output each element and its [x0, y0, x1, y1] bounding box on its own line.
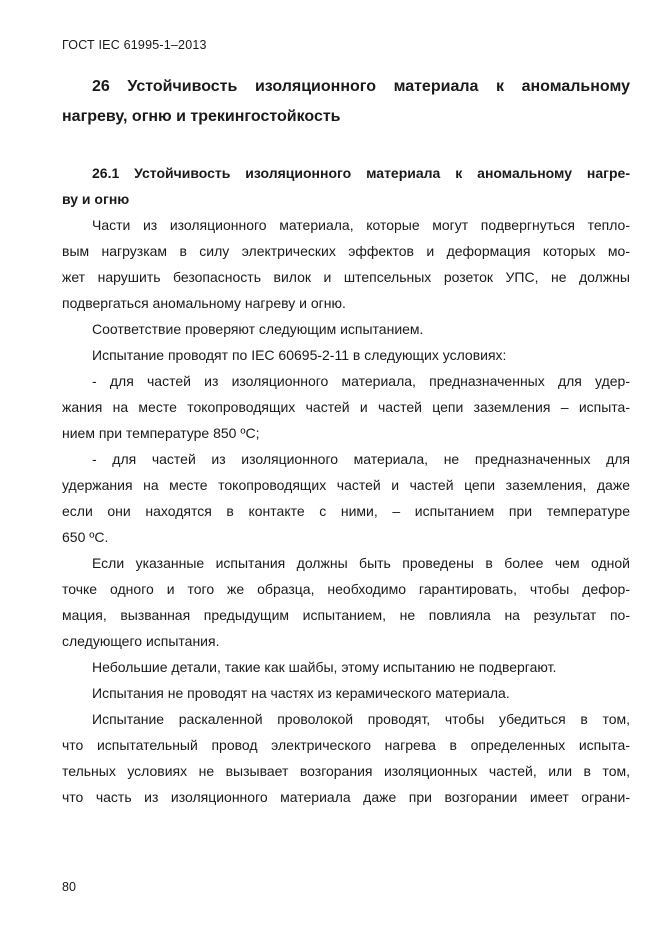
- section-title-line-2: нагреву, огню и трекингостойкость: [62, 108, 341, 125]
- page-number: 80: [62, 880, 76, 894]
- subsection-title: [62, 160, 630, 212]
- paragraph-line: что часть из изоляционного материала даже при возгорании имеет ограни-: [62, 789, 630, 805]
- paragraph-line: точке одного и того же образца, необходимо гарантировать, чтобы дефор-: [62, 581, 630, 597]
- paragraph-line: Испытание раскаленной проволокой проводят, чтобы убедиться в том,: [92, 711, 630, 727]
- paragraph-line: Испытания не проводят на частях из керамического материала.: [92, 685, 510, 701]
- paragraph-line: Испытание проводят по IEC 60695-2-11 в следующих условиях:: [92, 347, 507, 363]
- paragraph-line: - для частей из изоляционного материала, предназначенных для удер-: [92, 373, 630, 389]
- paragraph-line: вым нагрузкам в силу электрических эффектов и деформация которых мо-: [62, 243, 630, 259]
- paragraph-line: мация, вызванная предыдущим испытанием, не повлияла на результат по-: [62, 607, 630, 623]
- paragraph-line: удержания на месте токопроводящих частей и частей цепи заземления, даже: [62, 477, 630, 493]
- paragraph-line: Если указанные испытания должны быть проведены в более чем одной: [92, 555, 630, 571]
- subsection-title-line-1: 26.1 Устойчивость изоляционного материала к аномальному нагре-: [92, 165, 630, 181]
- section-title: [62, 72, 630, 132]
- body-text: [62, 212, 630, 810]
- paragraph-line: 650 ºС.: [62, 529, 109, 545]
- paragraph-line: следующего испытания.: [62, 633, 220, 649]
- paragraph-line: жания на месте токопроводящих частей и частей цепи заземления – испыта-: [62, 399, 630, 415]
- paragraph-line: Части из изоляционного материала, которые могут подвергнуться тепло-: [92, 217, 630, 233]
- section-title-line-1: 26 Устойчивость изоляционного материала к аномальному: [92, 78, 630, 95]
- paragraph-line: если они находятся в контакте с ними, – испытанием при температуре: [62, 503, 630, 519]
- paragraph-line: тельных условиях не вызывает возгорания изоляционных частей, или в том,: [62, 763, 630, 779]
- paragraph-line: что испытательный провод электрического нагрева в определенных испыта-: [62, 737, 630, 753]
- subsection-title-line-2: ву и огню: [62, 191, 130, 207]
- paragraph-line: - для частей из изоляционного материала, не предназначенных для: [92, 451, 630, 467]
- paragraph-line: Небольшие детали, такие как шайбы, этому испытанию не подвергают.: [92, 659, 557, 675]
- paragraph-line: Соответствие проверяют следующим испытанием.: [92, 321, 424, 337]
- paragraph-line: подвергаться аномальному нагреву и огню.: [62, 295, 346, 311]
- paragraph-line: жет нарушить безопасность вилок и штепсельных розеток УПС, не должны: [62, 269, 630, 285]
- paragraph-line: нием при температуре 850 ºС;: [62, 425, 260, 441]
- document-code-header: ГОСТ IEC 61995-1–2013: [62, 38, 207, 52]
